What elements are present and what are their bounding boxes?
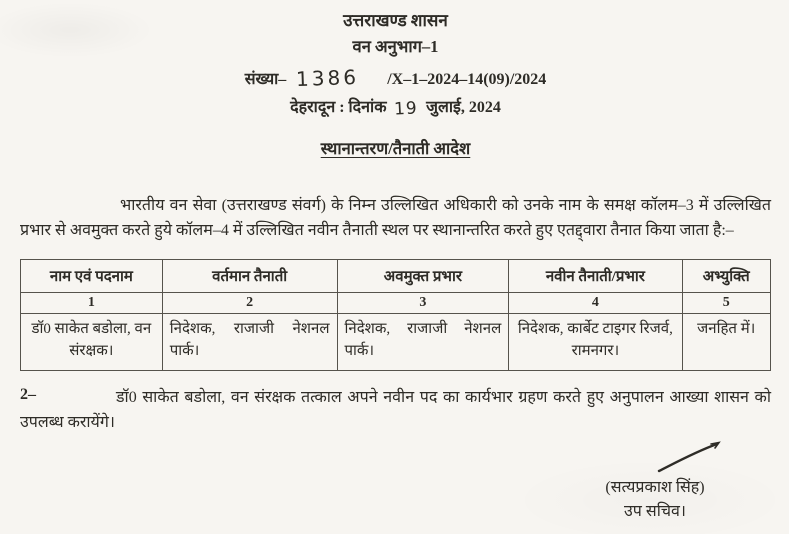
cell-relieved-charge: निदेशक, राजाजी नेशनल पार्क। [337,314,509,371]
table-header-row [21,260,771,293]
department-section: वन अनुभाग–1 [352,37,439,56]
header-relieved-charge: अवमुक्त प्रभार [337,260,509,293]
header-name-designation: नाम एवं पदनाम [21,260,163,293]
column-number: 1 [21,293,163,314]
signatory-title: उप सचिव। [624,503,686,520]
date-suffix: जुलाई, 2024 [426,99,501,116]
cell-name-designation: डॉ0 साकेत बडोला, वन संरक्षक। [21,314,163,371]
compliance-paragraph: डॉ0 साकेत बडोला, वन संरक्षक तत्काल अपने नवीन पद का कार्यभार ग्रहण करते हुए अनुपालन आख्या शासन को उपलब्ध करायेंगे। [20,389,771,431]
header-remarks: अभ्युक्ति [682,260,771,293]
signatory-name: (सत्यप्रकाश सिंह) [605,479,705,496]
column-number: 5 [682,293,771,314]
handwritten-date: 19 [394,98,419,120]
header-new-posting: नवीन तैनाती/प्रभार [509,260,682,293]
signature-stroke [655,440,725,474]
table-row [21,314,771,371]
letter-number-reference: /X–1–2024–14(09)/2024 [387,71,547,88]
order-paragraph: भारतीय वन सेवा (उत्तराखण्ड संवर्ग) के निम्न उल्लिखित अधिकारी को उनके नाम के समक्ष कॉलम–3 में उल्लिखित प्रभार से अवमुक्त करते हुये कॉलम–4 में उल्लिखित नवीन तैनाती स्थल पर स्थानान्तरित करते हुए एतद्द्वारा तैनात किया जाता है:– [20,197,771,239]
header-current-posting: वर्तमान तैनाती [162,260,337,293]
org-title: उत्तराखण्ड शासन [343,11,448,30]
cell-new-posting: निदेशक, कार्बेट टाइगर रिजर्व, रामनगर। [509,314,682,371]
handwritten-letter-number: 1386 [295,64,360,92]
transfer-table [20,259,771,371]
number-label: संख्या– [244,71,287,88]
subject-heading: स्थानान्तरण/तैनाती आदेश [320,139,471,158]
place-date-line [20,95,771,120]
cell-current-posting: निदेशक, राजाजी नेशनल पार्क। [162,314,337,371]
date-prefix: देहरादून : दिनांक [290,99,387,116]
compliance-paragraph-wrap [20,385,771,435]
cell-remarks: जनहित में। [682,314,771,371]
column-number: 3 [337,293,509,314]
signature-block [545,440,765,524]
column-number: 4 [509,293,682,314]
column-number-row [21,293,771,314]
letter-number-line [20,64,771,93]
paragraph-number: 2– [20,386,36,403]
column-number: 2 [162,293,337,314]
